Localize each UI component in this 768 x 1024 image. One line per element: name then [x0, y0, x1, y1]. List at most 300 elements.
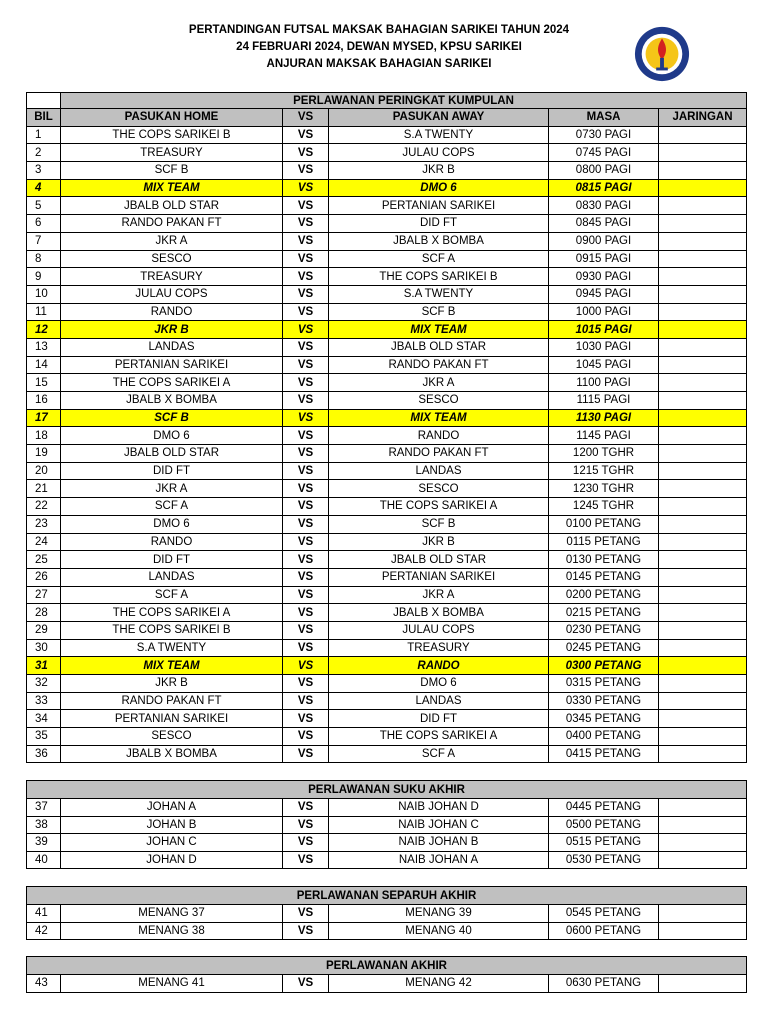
versus-label: VS: [283, 905, 329, 923]
match-time: 0100 PETANG: [549, 515, 659, 533]
away-team: SCF B: [329, 515, 549, 533]
home-team: JOHAN D: [61, 851, 283, 869]
match-time: 0900 PAGI: [549, 232, 659, 250]
versus-label: VS: [283, 303, 329, 321]
away-team: JULAU COPS: [329, 621, 549, 639]
match-time: 0215 PETANG: [549, 604, 659, 622]
match-row: [27, 179, 747, 197]
match-time: 0800 PAGI: [549, 162, 659, 180]
home-team: JULAU COPS: [61, 285, 283, 303]
home-team: JOHAN A: [61, 799, 283, 817]
match-number: 5: [27, 197, 61, 215]
versus-label: VS: [283, 144, 329, 162]
match-row: [27, 621, 747, 639]
home-team: SESCO: [61, 250, 283, 268]
away-team: SESCO: [329, 480, 549, 498]
away-team: LANDAS: [329, 462, 549, 480]
match-time: 0445 PETANG: [549, 799, 659, 817]
match-row: [27, 162, 747, 180]
match-row: [27, 533, 747, 551]
home-team: DID FT: [61, 551, 283, 569]
col-jaringan: JARINGAN: [659, 109, 747, 127]
versus-label: VS: [283, 374, 329, 392]
final-table: [26, 956, 747, 993]
versus-label: VS: [283, 799, 329, 817]
match-number: 3: [27, 162, 61, 180]
home-team: RANDO: [61, 303, 283, 321]
versus-label: VS: [283, 745, 329, 763]
match-number: 38: [27, 816, 61, 834]
match-row: [27, 710, 747, 728]
header-line-3: ANJURAN MAKSAK BAHAGIAN SARIKEI: [266, 58, 492, 70]
versus-label: VS: [283, 232, 329, 250]
score-cell: [659, 498, 747, 516]
score-cell: [659, 480, 747, 498]
maksak-emblem-icon: [633, 25, 691, 83]
home-team: JKR A: [61, 480, 283, 498]
score-cell: [659, 338, 747, 356]
versus-label: VS: [283, 321, 329, 339]
score-cell: [659, 692, 747, 710]
match-row: [27, 285, 747, 303]
score-cell: [659, 568, 747, 586]
away-team: THE COPS SARIKEI A: [329, 498, 549, 516]
section-title: PERLAWANAN SUKU AKHIR: [27, 781, 747, 799]
score-cell: [659, 144, 747, 162]
match-number: 43: [27, 975, 61, 993]
match-number: 21: [27, 480, 61, 498]
match-row: [27, 356, 747, 374]
versus-label: VS: [283, 728, 329, 746]
match-row: [27, 303, 747, 321]
home-team: PERTANIAN SARIKEI: [61, 710, 283, 728]
match-number: 31: [27, 657, 61, 675]
section-header: [27, 957, 747, 975]
versus-label: VS: [283, 285, 329, 303]
match-row: [27, 268, 747, 286]
score-cell: [659, 922, 747, 940]
col-vs: VS: [283, 109, 329, 127]
match-number: 25: [27, 551, 61, 569]
home-team: RANDO PAKAN FT: [61, 215, 283, 233]
match-number: 8: [27, 250, 61, 268]
away-team: JKR B: [329, 533, 549, 551]
match-row: [27, 551, 747, 569]
home-team: MENANG 37: [61, 905, 283, 923]
home-team: MIX TEAM: [61, 179, 283, 197]
score-cell: [659, 303, 747, 321]
score-cell: [659, 728, 747, 746]
match-row: [27, 799, 747, 817]
home-team: TREASURY: [61, 144, 283, 162]
score-cell: [659, 285, 747, 303]
match-number: 13: [27, 338, 61, 356]
away-team: NAIB JOHAN C: [329, 816, 549, 834]
versus-label: VS: [283, 922, 329, 940]
home-team: LANDAS: [61, 568, 283, 586]
match-number: 24: [27, 533, 61, 551]
score-cell: [659, 356, 747, 374]
match-time: 0600 PETANG: [549, 922, 659, 940]
match-number: 15: [27, 374, 61, 392]
match-time: 0245 PETANG: [549, 639, 659, 657]
away-team: JKR A: [329, 586, 549, 604]
match-time: 1015 PAGI: [549, 321, 659, 339]
match-number: 41: [27, 905, 61, 923]
away-team: MIX TEAM: [329, 321, 549, 339]
match-time: 1045 PAGI: [549, 356, 659, 374]
match-row: [27, 126, 747, 144]
match-row: [27, 409, 747, 427]
match-row: [27, 922, 747, 940]
home-team: THE COPS SARIKEI A: [61, 604, 283, 622]
match-number: 40: [27, 851, 61, 869]
match-row: [27, 144, 747, 162]
match-row: [27, 675, 747, 693]
away-team: SCF A: [329, 745, 549, 763]
match-row: [27, 568, 747, 586]
match-row: [27, 745, 747, 763]
home-team: LANDAS: [61, 338, 283, 356]
versus-label: VS: [283, 533, 329, 551]
match-time: 0230 PETANG: [549, 621, 659, 639]
away-team: PERTANIAN SARIKEI: [329, 197, 549, 215]
match-time: 0130 PETANG: [549, 551, 659, 569]
match-number: 17: [27, 409, 61, 427]
home-team: JBALB X BOMBA: [61, 745, 283, 763]
score-cell: [659, 427, 747, 445]
col-masa: MASA: [549, 109, 659, 127]
match-row: [27, 851, 747, 869]
match-row: [27, 427, 747, 445]
match-time: 1000 PAGI: [549, 303, 659, 321]
away-team: JBALB OLD STAR: [329, 551, 549, 569]
score-cell: [659, 533, 747, 551]
away-team: MENANG 39: [329, 905, 549, 923]
score-cell: [659, 799, 747, 817]
away-team: SCF A: [329, 250, 549, 268]
match-row: [27, 338, 747, 356]
score-cell: [659, 851, 747, 869]
away-team: RANDO PAKAN FT: [329, 445, 549, 463]
versus-label: VS: [283, 816, 329, 834]
match-number: 20: [27, 462, 61, 480]
versus-label: VS: [283, 462, 329, 480]
match-time: 0200 PETANG: [549, 586, 659, 604]
away-team: NAIB JOHAN A: [329, 851, 549, 869]
score-cell: [659, 179, 747, 197]
match-time: 1100 PAGI: [549, 374, 659, 392]
home-team: JBALB OLD STAR: [61, 197, 283, 215]
score-cell: [659, 745, 747, 763]
match-number: 7: [27, 232, 61, 250]
col-home: PASUKAN HOME: [61, 109, 283, 127]
home-team: JKR B: [61, 321, 283, 339]
match-number: 10: [27, 285, 61, 303]
match-time: 0500 PETANG: [549, 816, 659, 834]
match-number: 2: [27, 144, 61, 162]
away-team: RANDO: [329, 657, 549, 675]
match-number: 18: [27, 427, 61, 445]
match-time: 0745 PAGI: [549, 144, 659, 162]
versus-label: VS: [283, 639, 329, 657]
home-team: SCF A: [61, 498, 283, 516]
versus-label: VS: [283, 604, 329, 622]
match-row: [27, 498, 747, 516]
header-line-1: PERTANDINGAN FUTSAL MAKSAK BAHAGIAN SARIKEI TAHUN 2024: [188, 24, 570, 36]
section-title: PERLAWANAN SEPARUH AKHIR: [27, 887, 747, 905]
match-row: [27, 639, 747, 657]
score-cell: [659, 710, 747, 728]
versus-label: VS: [283, 657, 329, 675]
home-team: SCF B: [61, 409, 283, 427]
match-row: [27, 515, 747, 533]
match-number: 6: [27, 215, 61, 233]
match-time: 1145 PAGI: [549, 427, 659, 445]
col-away: PASUKAN AWAY: [329, 109, 549, 127]
match-time: 1215 TGHR: [549, 462, 659, 480]
home-team: MENANG 38: [61, 922, 283, 940]
versus-label: VS: [283, 356, 329, 374]
match-time: 0815 PAGI: [549, 179, 659, 197]
score-cell: [659, 604, 747, 622]
match-number: 12: [27, 321, 61, 339]
column-header-row: [27, 109, 747, 127]
match-number: 39: [27, 834, 61, 852]
away-team: NAIB JOHAN B: [329, 834, 549, 852]
match-number: 14: [27, 356, 61, 374]
home-team: SCF B: [61, 162, 283, 180]
match-time: 1230 TGHR: [549, 480, 659, 498]
match-number: 16: [27, 392, 61, 410]
section-header: [27, 887, 747, 905]
away-team: JKR A: [329, 374, 549, 392]
match-time: 0300 PETANG: [549, 657, 659, 675]
away-team: DID FT: [329, 215, 549, 233]
versus-label: VS: [283, 445, 329, 463]
versus-label: VS: [283, 675, 329, 693]
home-team: JKR A: [61, 232, 283, 250]
quarter-final-table: [26, 780, 747, 869]
score-cell: [659, 409, 747, 427]
score-cell: [659, 586, 747, 604]
home-team: JOHAN C: [61, 834, 283, 852]
score-cell: [659, 392, 747, 410]
home-team: SCF A: [61, 586, 283, 604]
match-row: [27, 905, 747, 923]
score-cell: [659, 250, 747, 268]
match-row: [27, 250, 747, 268]
match-row: [27, 604, 747, 622]
match-time: 0630 PETANG: [549, 975, 659, 993]
section-header: [27, 93, 747, 109]
match-time: 0415 PETANG: [549, 745, 659, 763]
score-cell: [659, 197, 747, 215]
score-cell: [659, 462, 747, 480]
match-time: 0945 PAGI: [549, 285, 659, 303]
score-cell: [659, 445, 747, 463]
away-team: RANDO: [329, 427, 549, 445]
match-time: 0330 PETANG: [549, 692, 659, 710]
versus-label: VS: [283, 268, 329, 286]
home-team: THE COPS SARIKEI A: [61, 374, 283, 392]
away-team: SESCO: [329, 392, 549, 410]
section-header: [27, 781, 747, 799]
score-cell: [659, 551, 747, 569]
match-time: 0845 PAGI: [549, 215, 659, 233]
versus-label: VS: [283, 409, 329, 427]
match-row: [27, 657, 747, 675]
match-time: 1115 PAGI: [549, 392, 659, 410]
match-row: [27, 728, 747, 746]
away-team: JBALB X BOMBA: [329, 232, 549, 250]
match-time: 0145 PETANG: [549, 568, 659, 586]
away-team: DMO 6: [329, 675, 549, 693]
match-number: 23: [27, 515, 61, 533]
home-team: JBALB X BOMBA: [61, 392, 283, 410]
match-number: 26: [27, 568, 61, 586]
away-team: JULAU COPS: [329, 144, 549, 162]
match-row: [27, 975, 747, 993]
away-team: PERTANIAN SARIKEI: [329, 568, 549, 586]
match-row: [27, 816, 747, 834]
group-stage-table: [26, 92, 747, 763]
away-team: S.A TWENTY: [329, 126, 549, 144]
match-number: 30: [27, 639, 61, 657]
header-line-2: 24 FEBRUARI 2024, DEWAN MYSED, KPSU SARIKEI: [236, 41, 522, 53]
away-team: LANDAS: [329, 692, 549, 710]
match-row: [27, 480, 747, 498]
home-team: RANDO PAKAN FT: [61, 692, 283, 710]
versus-label: VS: [283, 338, 329, 356]
versus-label: VS: [283, 427, 329, 445]
score-cell: [659, 126, 747, 144]
away-team: JBALB OLD STAR: [329, 338, 549, 356]
match-number: 33: [27, 692, 61, 710]
versus-label: VS: [283, 215, 329, 233]
match-number: 28: [27, 604, 61, 622]
away-team: DMO 6: [329, 179, 549, 197]
away-team: NAIB JOHAN D: [329, 799, 549, 817]
versus-label: VS: [283, 710, 329, 728]
match-number: 9: [27, 268, 61, 286]
document-header: [150, 22, 608, 73]
away-team: THE COPS SARIKEI B: [329, 268, 549, 286]
col-bil: BIL: [27, 109, 61, 127]
match-time: 0730 PAGI: [549, 126, 659, 144]
match-row: [27, 834, 747, 852]
score-cell: [659, 816, 747, 834]
away-team: S.A TWENTY: [329, 285, 549, 303]
match-number: 1: [27, 126, 61, 144]
home-team: PERTANIAN SARIKEI: [61, 356, 283, 374]
score-cell: [659, 215, 747, 233]
match-time: 0515 PETANG: [549, 834, 659, 852]
section-title: PERLAWANAN AKHIR: [27, 957, 747, 975]
home-team: JBALB OLD STAR: [61, 445, 283, 463]
versus-label: VS: [283, 392, 329, 410]
match-number: 42: [27, 922, 61, 940]
versus-label: VS: [283, 126, 329, 144]
match-row: [27, 197, 747, 215]
match-time: 0930 PAGI: [549, 268, 659, 286]
versus-label: VS: [283, 851, 329, 869]
match-time: 0400 PETANG: [549, 728, 659, 746]
score-cell: [659, 321, 747, 339]
match-number: 34: [27, 710, 61, 728]
home-team: MENANG 41: [61, 975, 283, 993]
match-time: 0315 PETANG: [549, 675, 659, 693]
home-team: JKR B: [61, 675, 283, 693]
score-cell: [659, 675, 747, 693]
away-team: TREASURY: [329, 639, 549, 657]
home-team: S.A TWENTY: [61, 639, 283, 657]
match-row: [27, 586, 747, 604]
score-cell: [659, 975, 747, 993]
versus-label: VS: [283, 621, 329, 639]
away-team: MIX TEAM: [329, 409, 549, 427]
score-cell: [659, 639, 747, 657]
match-number: 36: [27, 745, 61, 763]
versus-label: VS: [283, 162, 329, 180]
score-cell: [659, 515, 747, 533]
versus-label: VS: [283, 692, 329, 710]
away-team: RANDO PAKAN FT: [329, 356, 549, 374]
home-team: RANDO: [61, 533, 283, 551]
match-time: 1030 PAGI: [549, 338, 659, 356]
home-team: DMO 6: [61, 515, 283, 533]
score-cell: [659, 232, 747, 250]
versus-label: VS: [283, 179, 329, 197]
match-number: 22: [27, 498, 61, 516]
match-time: 0115 PETANG: [549, 533, 659, 551]
match-row: [27, 462, 747, 480]
score-cell: [659, 268, 747, 286]
away-team: MENANG 40: [329, 922, 549, 940]
versus-label: VS: [283, 250, 329, 268]
away-team: SCF B: [329, 303, 549, 321]
match-number: 37: [27, 799, 61, 817]
match-row: [27, 445, 747, 463]
away-team: MENANG 42: [329, 975, 549, 993]
match-number: 4: [27, 179, 61, 197]
match-number: 35: [27, 728, 61, 746]
home-team: THE COPS SARIKEI B: [61, 126, 283, 144]
versus-label: VS: [283, 515, 329, 533]
match-row: [27, 692, 747, 710]
home-team: THE COPS SARIKEI B: [61, 621, 283, 639]
home-team: JOHAN B: [61, 816, 283, 834]
match-number: 11: [27, 303, 61, 321]
match-time: 1245 TGHR: [549, 498, 659, 516]
away-team: DID FT: [329, 710, 549, 728]
match-number: 32: [27, 675, 61, 693]
match-row: [27, 215, 747, 233]
match-row: [27, 374, 747, 392]
score-cell: [659, 834, 747, 852]
score-cell: [659, 162, 747, 180]
away-team: THE COPS SARIKEI A: [329, 728, 549, 746]
score-cell: [659, 905, 747, 923]
versus-label: VS: [283, 586, 329, 604]
match-number: 29: [27, 621, 61, 639]
home-team: MIX TEAM: [61, 657, 283, 675]
home-team: TREASURY: [61, 268, 283, 286]
score-cell: [659, 621, 747, 639]
versus-label: VS: [283, 975, 329, 993]
match-time: 0530 PETANG: [549, 851, 659, 869]
match-number: 27: [27, 586, 61, 604]
